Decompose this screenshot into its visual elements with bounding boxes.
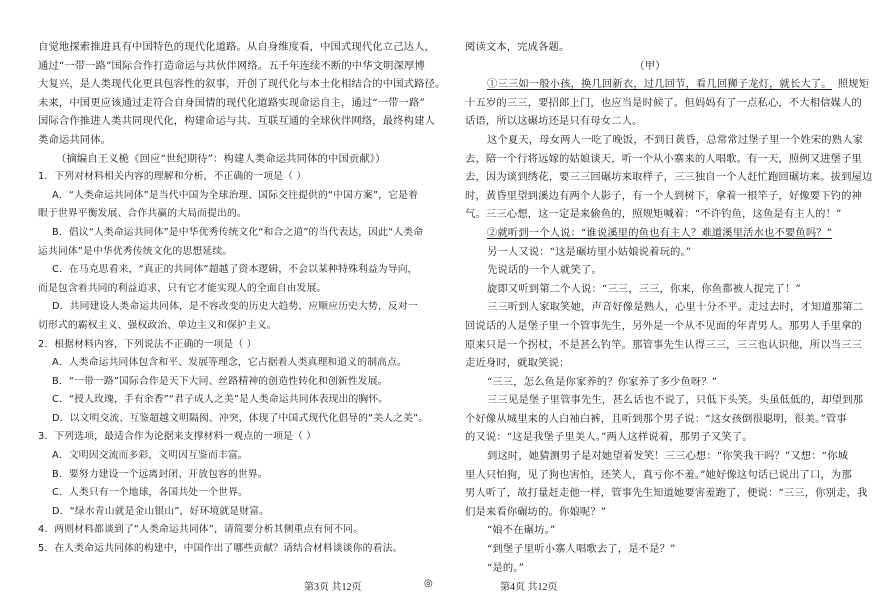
line-text: 自觉地探索推进具有中国特色的现代化道路。从自身维度看，中国式现代化立己达人， <box>38 41 435 53</box>
line-text: “娘不在碾坊。” <box>487 524 556 537</box>
line-text: 4．两则材料都谈到了“人类命运共同体”，请简要分析其侧重点有何不同。 <box>38 524 364 536</box>
left-text-line <box>38 38 435 57</box>
line-text: 三三见是堡子里管事先生，甚么话也不说了，只低下头笑。头虽低低的，却望到那 <box>487 394 864 407</box>
right-text-line <box>465 373 835 392</box>
line-text: B．“一带一路”国际合作是天下大同、丝路精神的创造性转化和创新性发展。 <box>52 375 388 387</box>
left-text-line <box>38 131 424 150</box>
line-text: 话语，所以这碾坊还是只有母女二人。 <box>465 115 643 128</box>
right-text-line <box>465 466 852 485</box>
line-text: 回说话的人是堡子里一个管事先生，另外是一个从不见面的年青男人。那男人手里拿的 <box>465 319 862 332</box>
right-text-line <box>465 57 835 76</box>
line-text: 眼于世界平衡发展、合作共赢的大局而提出的。 <box>38 208 247 220</box>
page-number-left: 第3页 共12页 <box>304 582 362 593</box>
right-text-line <box>465 484 868 503</box>
right-text-line <box>465 243 835 262</box>
line-text: 原来只是一个拐杖，不是甚么钓竿。那管事先生认得三三，三三也认识他，所以当三三 <box>465 338 862 351</box>
line-text: 们是来看你碾坊的。你娘呢？” <box>465 505 607 518</box>
line-text: 运共同体”是中华优秀传统文化的思想延续。 <box>38 245 233 257</box>
line-text: 旋即又听到第二个人说：“三三，三三，你来，你鱼都被人捉完了！” <box>487 282 801 295</box>
line-text: （摘编自王义桅《回应“世纪期待”：构建人类命运共同体的中国贡献》） <box>56 152 386 165</box>
right-column <box>465 38 872 577</box>
left-text-line <box>38 261 424 280</box>
line-text: D．共同建设人类命运共同体，是不容改变的历史大趋势，应顺应历史大势，反对一 <box>52 301 418 313</box>
left-column <box>38 38 446 559</box>
left-text-line <box>38 187 424 206</box>
right-text-line <box>465 521 835 540</box>
line-text: 去，陪一个行将远嫁的姑娘谈天，听一个从小寨来的人唱歌。有一天，照例又进堡子里 <box>465 152 862 165</box>
left-text-line <box>38 243 424 262</box>
line-text: B．要努力建设一个远离封闭、开放包容的世界。 <box>52 468 268 480</box>
line-text: D．以文明交流、互鉴超越文明隔阂、冲突，体现了中国式现代化倡导的“美人之美”。 <box>52 412 429 424</box>
line-text: 2．根据材料内容，下列说法不正确的一项是（ ） <box>38 338 257 350</box>
line-text: ①三三如一般小孩，换几回新衣，过几回节，看几回狮子龙灯，就长大了。 <box>487 78 832 91</box>
left-text-line <box>38 224 424 243</box>
left-text-line <box>38 410 429 429</box>
left-text-line <box>38 540 424 559</box>
line-text: 国际合作推进人类共同现代化，构建命运与共、互联互通的全球伙伴网络，最终构建人 <box>38 115 435 128</box>
right-text-line <box>465 317 862 336</box>
line-text: 1．下列对材料相关内容的理解和分析，不正确的一项是（ ） <box>38 171 307 183</box>
line-text: 三三听到人家取笑她，声音好像是熟人，心里十分不平。走过去时，才知道那第二 <box>487 301 864 314</box>
binding-mark-icon: ◎ <box>424 578 433 589</box>
line-text: 的又说：“这是我堡子里美人。”两人这样说着，那男子又笑了。 <box>465 431 753 444</box>
left-text-line <box>38 521 424 540</box>
right-text-line <box>465 224 835 243</box>
left-text-line <box>38 391 424 410</box>
left-text-line <box>38 94 424 113</box>
right-text-line <box>465 447 848 466</box>
right-text-line <box>465 428 835 447</box>
right-text-line <box>465 168 872 187</box>
right-text-line <box>465 559 835 578</box>
line-text: 气。三三心想，这一定是来偷鱼的，照规矩喊着：“不许钓鱼，这鱼是有主人的！” <box>465 208 842 221</box>
line-text: C．在马克思看来，“真正的共同体”超越了资本逻辑，不会以某种特殊利益为导向， <box>52 264 418 276</box>
line-text: 通过“一带一路”国际合作打造命运与共伙伴网络。五千年连续不断的中华文明深厚博 <box>38 59 425 72</box>
line-text: 里人只怕狗，见了狗也害怕，还笑人，真亏你不羞。”她好像这句话已说出了口，为那 <box>465 468 852 481</box>
left-text-line <box>38 75 446 94</box>
right-text-line <box>465 205 842 224</box>
line-text: “到堡子里听小寨人唱歌去了，是不是？” <box>487 543 676 556</box>
right-text-line <box>465 391 864 410</box>
line-text: 去，因为谈到绣花，要三三回碾坊来取样子，三三独自一个人赶忙跑回碾坊来。拔到屋边 <box>465 171 872 184</box>
right-text-line <box>465 187 862 206</box>
line-text: A．文明因交流而多彩，文明因互鉴而丰富。 <box>52 450 248 462</box>
left-text-line <box>38 150 424 169</box>
left-text-line <box>38 168 424 187</box>
line-text: 男人听了，故打量赶走他一样，管事先生知道她要害羞跑了，便说：“三三，你别走，我 <box>465 487 868 500</box>
line-text: 未来，中国更应该通过走符合自身国情的现代化道路实现命运自主，通过“一带一路” <box>38 96 425 109</box>
right-text-line <box>465 112 835 131</box>
right-text-line <box>465 336 862 355</box>
line-text-tail: 照规矩 <box>837 78 870 91</box>
line-text: 这个夏天，母女两人一吃了晚饭，不到日黄昏，总常常过堡子里一个姓宋的熟人家 <box>487 133 864 146</box>
line-text: 3．下列选项，最适合作为论据来支撑材料一观点的一项是（ ） <box>38 431 317 443</box>
line-text: 个好像从城里来的人白袖白裤，且听到那个男子说：“这女孩倒很聪明，很美。”管事 <box>465 412 847 425</box>
line-text: 走近身时，就取笑说： <box>465 357 570 370</box>
line-text: 类命运共同体。 <box>38 133 112 146</box>
right-text-line <box>465 354 835 373</box>
line-text: 切形式的霸权主义、强权政治、单边主义和保护主义。 <box>38 319 277 331</box>
right-text-line <box>465 540 835 559</box>
left-text-line <box>38 466 424 485</box>
line-text: 时，黄昏里望到溪边有两个人影子，有一个人到树下，拿着一根竿子，好像要下钓的神 <box>465 189 862 202</box>
line-text: B．倡议“人类命运共同体”是中华优秀传统文化“和合之道”的当代表达，因此“人类命 <box>52 226 424 238</box>
line-text: 5．在人类命运共同体的构建中，中国作出了哪些贡献？请结合材料谈谈你的看法。 <box>38 543 403 555</box>
page-number-right: 第4页 共12页 <box>500 582 558 593</box>
left-text-line <box>38 112 435 131</box>
left-text-line <box>38 484 424 503</box>
line-text: （甲） <box>634 59 666 72</box>
line-text: 十五岁的三三，要招郎上门，也应当是时候了。但妈妈有了一点私心，不大相信媒人的 <box>465 96 862 109</box>
right-text-line <box>465 75 870 94</box>
right-text-line <box>465 131 864 150</box>
right-text-line <box>465 410 847 429</box>
line-text: 阅读文本，完成各题。 <box>465 41 570 53</box>
line-text: ②就听到一个人说：“谁说溪里的鱼也有主人？难道溪里活水也不要鱼吗？” <box>487 226 833 239</box>
left-text-line <box>38 57 424 76</box>
left-text-line <box>38 354 424 373</box>
right-text-line <box>465 503 835 522</box>
right-text-line <box>465 38 835 57</box>
line-text: 先说话的一个人就笑了。 <box>487 264 602 277</box>
left-text-line <box>38 503 424 522</box>
left-text-line <box>38 280 424 299</box>
line-text: C．“授人玫瑰，手有余香”“君子成人之美”是人类命运共同体表现出的胸怀。 <box>52 394 389 406</box>
right-text-line <box>465 298 864 317</box>
left-text-line <box>38 298 424 317</box>
line-text: “是的。” <box>487 561 525 574</box>
left-text-line <box>38 336 424 355</box>
line-text: D．“绿水青山就是金山银山”，好环境就是财富。 <box>52 505 270 517</box>
right-text-line <box>465 150 862 169</box>
right-text-line <box>465 280 835 299</box>
line-text: 另一人又说：“这是碾坊里小姑娘说着玩的。” <box>487 245 692 258</box>
line-text: “三三，怎么鱼是你家养的？你家养了多少鱼呀？” <box>487 375 718 388</box>
line-text: 到这时，她猜测男子是对她望着发笑！三三心想：“你笑我干吗？”又想：“你城 <box>487 450 848 463</box>
right-text-line <box>465 94 862 113</box>
left-text-line <box>38 373 424 392</box>
line-text: C．人类只有一个地球，各国共处一个世界。 <box>52 487 248 499</box>
left-text-line <box>38 205 424 224</box>
left-text-line <box>38 447 424 466</box>
line-text: 而是包含着共同的利益追求，只有它才能实现人的全面自由发展。 <box>38 282 327 294</box>
line-text: 大复兴，是人类现代化更具包容性的叙事，开创了现代化与本土化相结合的中国式路径。 <box>38 78 446 91</box>
line-text: A．人类命运共同体包含和平、发展等理念，它占据着人类真理和道义的制高点。 <box>52 357 407 369</box>
line-text: A．“人类命运共同体”是当代中国为全球治理、国际交往提供的“中国方案”，它是着 <box>52 189 418 201</box>
left-text-line <box>38 428 424 447</box>
right-text-line <box>465 261 835 280</box>
left-text-line <box>38 317 424 336</box>
